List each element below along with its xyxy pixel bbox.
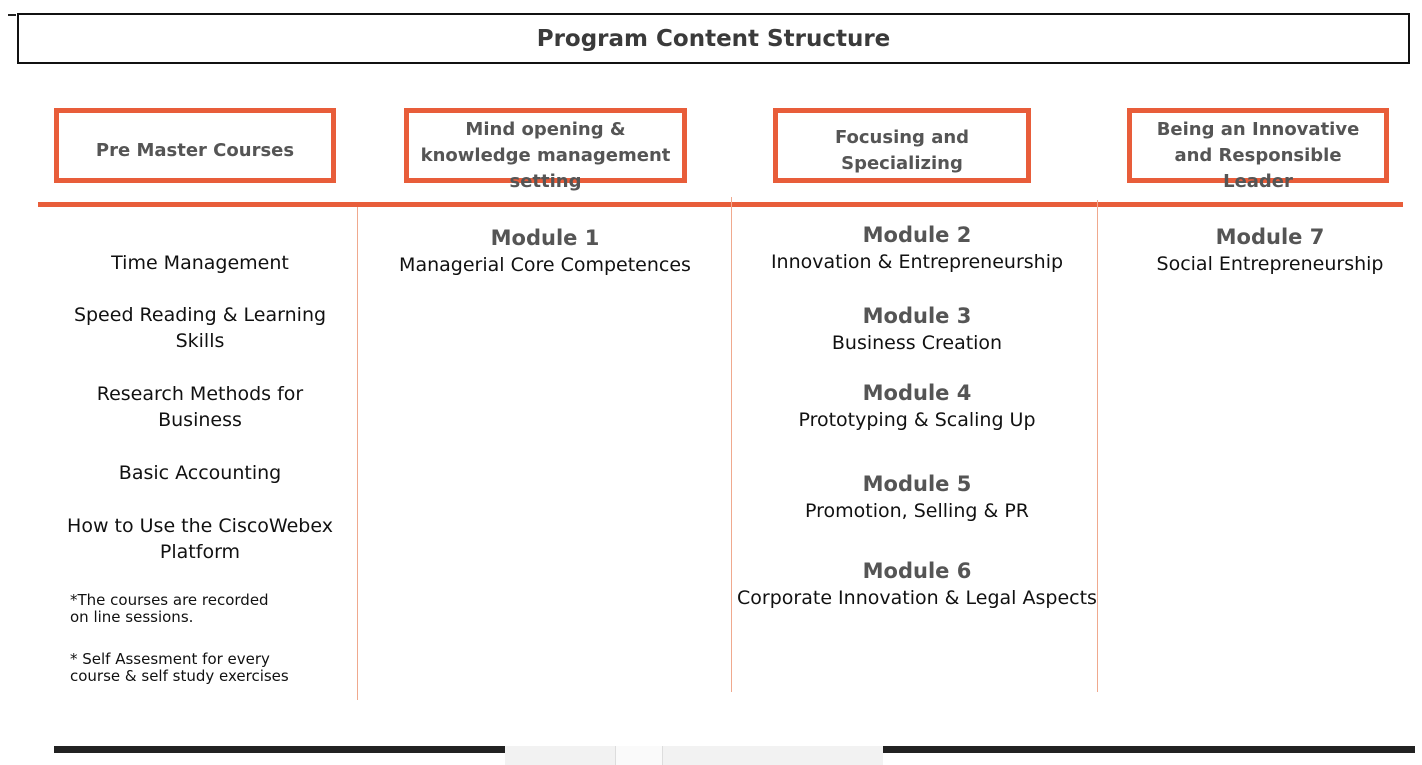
module-block	[737, 470, 1097, 524]
column-divider	[731, 197, 732, 692]
course-item: Time Management	[111, 252, 289, 274]
course-note: *The courses are recorded on line sessions.	[70, 591, 269, 626]
module-block	[737, 302, 1097, 356]
module-block	[1105, 223, 1422, 277]
column-divider	[1097, 200, 1098, 692]
column-header-leader: Being an Innovative and Responsible Leader	[1127, 108, 1389, 183]
module-title: Module 4	[862, 381, 972, 405]
column-header-focusing: Focusing and Specializing	[773, 108, 1031, 183]
page-title: Program Content Structure	[17, 13, 1410, 64]
column-header-mind-opening: Mind opening & knowledge management setting	[404, 108, 687, 183]
module-block	[737, 221, 1097, 275]
corner-mark	[8, 14, 16, 16]
module-title: Module 5	[862, 472, 972, 496]
module-subtitle: Innovation & Entrepreneurship	[770, 251, 1064, 273]
module-block	[737, 557, 1097, 611]
module-subtitle: Business Creation	[831, 332, 1003, 354]
module-title: Module 7	[1215, 225, 1325, 249]
module-subtitle: Prototyping & Scaling Up	[798, 409, 1036, 431]
module-subtitle: Promotion, Selling & PR	[805, 500, 1029, 522]
module-title: Module 1	[490, 226, 600, 250]
module-block	[380, 224, 710, 278]
module-title: Module 6	[862, 559, 972, 583]
module-block	[737, 379, 1097, 433]
course-item: Basic Accounting	[118, 462, 282, 484]
module-subtitle: Social Entrepreneurship	[1156, 253, 1384, 275]
course-item: Research Methods for Business	[96, 383, 304, 431]
course-note: * Self Assesment for every course & self study exercises	[70, 650, 289, 685]
course-item: Speed Reading & Learning Skills	[73, 304, 327, 352]
bottom-bar-segment	[615, 746, 663, 765]
module-subtitle: Managerial Core Competences	[399, 254, 691, 276]
column-divider	[357, 207, 358, 700]
course-item: How to Use the CiscoWebex Platform	[67, 515, 333, 563]
header-divider-rule	[38, 202, 1403, 207]
column-header-pre-master: Pre Master Courses	[54, 108, 336, 183]
module-title: Module 2	[862, 223, 972, 247]
bottom-bar-segment	[505, 746, 883, 765]
module-subtitle: Corporate Innovation & Legal Aspects	[737, 587, 1097, 609]
module-title: Module 3	[862, 304, 972, 328]
